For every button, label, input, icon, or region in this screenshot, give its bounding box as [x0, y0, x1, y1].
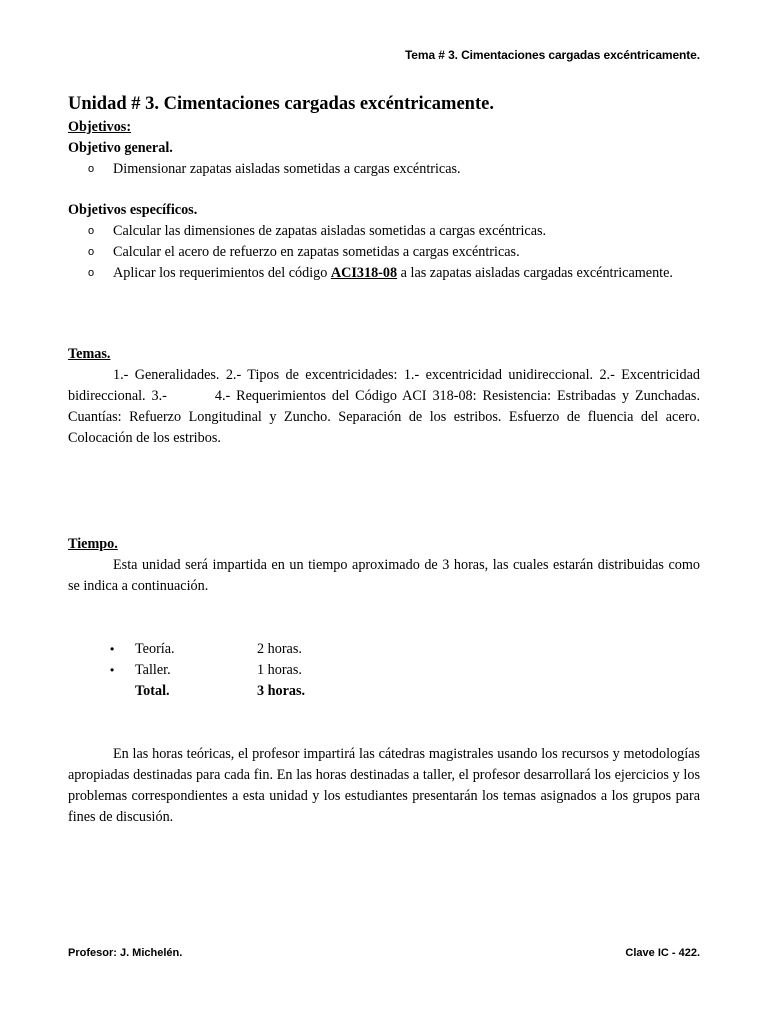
- general-objective-heading: Objetivo general.: [68, 140, 173, 156]
- tiempo-heading: Tiempo.: [68, 536, 118, 552]
- running-header: Tema # 3. Cimentaciones cargadas excéntricamente.: [404, 48, 700, 62]
- table-row: [110, 639, 377, 660]
- table-row: [110, 681, 377, 702]
- temas-text: 1.- Generalidades. 2.- Tipos de excentricidades: 1.- excentricidad unidireccional. 2.- Excentricidad bidireccional. 3.-: [68, 367, 700, 404]
- code-reference: ACI318-08: [330, 265, 398, 281]
- bullet: •: [110, 663, 115, 677]
- row-value: 1 horas.: [257, 662, 302, 678]
- list-item: o Calcular el acero de refuerzo en zapatas sometidas a cargas excéntricas.: [88, 242, 700, 263]
- temas-text: 4.- Requerimientos del Código ACI 318-08: Resistencia: Estribadas y Zunchadas. Cuantías: Refuerzo Longitudinal y Zuncho. Separación de los estribos. Esfuerzo de fluencia del acero. Colocación de los estribos.: [68, 388, 700, 446]
- specific-objectives-list: [68, 221, 700, 284]
- temas-paragraph: [68, 365, 700, 449]
- row-label: Teoría.: [135, 641, 175, 657]
- list-item-text: a las zapatas aisladas cargadas excéntricamente.: [397, 265, 673, 281]
- closing-paragraph: En las horas teóricas, el profesor impartirá las cátedras magistrales usando los recursos y metodologías apropiadas destinadas para cada fin. En las horas destinadas a taller, el profesor desarrollará los ejercicios y los problemas correspondientes a esta unidad y los estudiantes presentarán los temas asignados a los grupos para fines de discusión.: [68, 746, 700, 825]
- table-row: [110, 660, 377, 681]
- footer-professor: Profesor: J. Michelén.: [68, 947, 183, 959]
- document-body: [68, 92, 700, 828]
- total-value: 3 horas.: [257, 683, 306, 699]
- temas-heading: Temas.: [68, 346, 111, 362]
- list-item: o Calcular las dimensiones de zapatas aisladas sometidas a cargas excéntricas.: [88, 221, 700, 242]
- row-value: 2 horas.: [257, 641, 302, 657]
- time-distribution-table: [110, 639, 377, 702]
- row-label: Taller.: [135, 662, 171, 678]
- general-objective-list: [68, 159, 700, 180]
- tiempo-intro: Esta unidad será impartida en un tiempo aproximado de 3 horas, las cuales estarán distribuidas como se indica a continuación.: [68, 557, 700, 594]
- list-item-text: Aplicar los requerimientos del código: [113, 265, 331, 281]
- specific-objectives-heading: Objetivos específicos.: [68, 202, 198, 218]
- list-item: [88, 263, 700, 284]
- list-item: o Dimensionar zapatas aisladas sometidas a cargas excéntricas.: [88, 159, 700, 180]
- bullet: •: [110, 642, 115, 656]
- footer-course-code: Clave IC - 422.: [625, 947, 700, 959]
- total-label: Total.: [135, 683, 170, 699]
- unit-title: Unidad # 3. Cimentaciones cargadas excéntricamente.: [68, 94, 494, 114]
- objectives-heading: Objetivos:: [68, 119, 132, 135]
